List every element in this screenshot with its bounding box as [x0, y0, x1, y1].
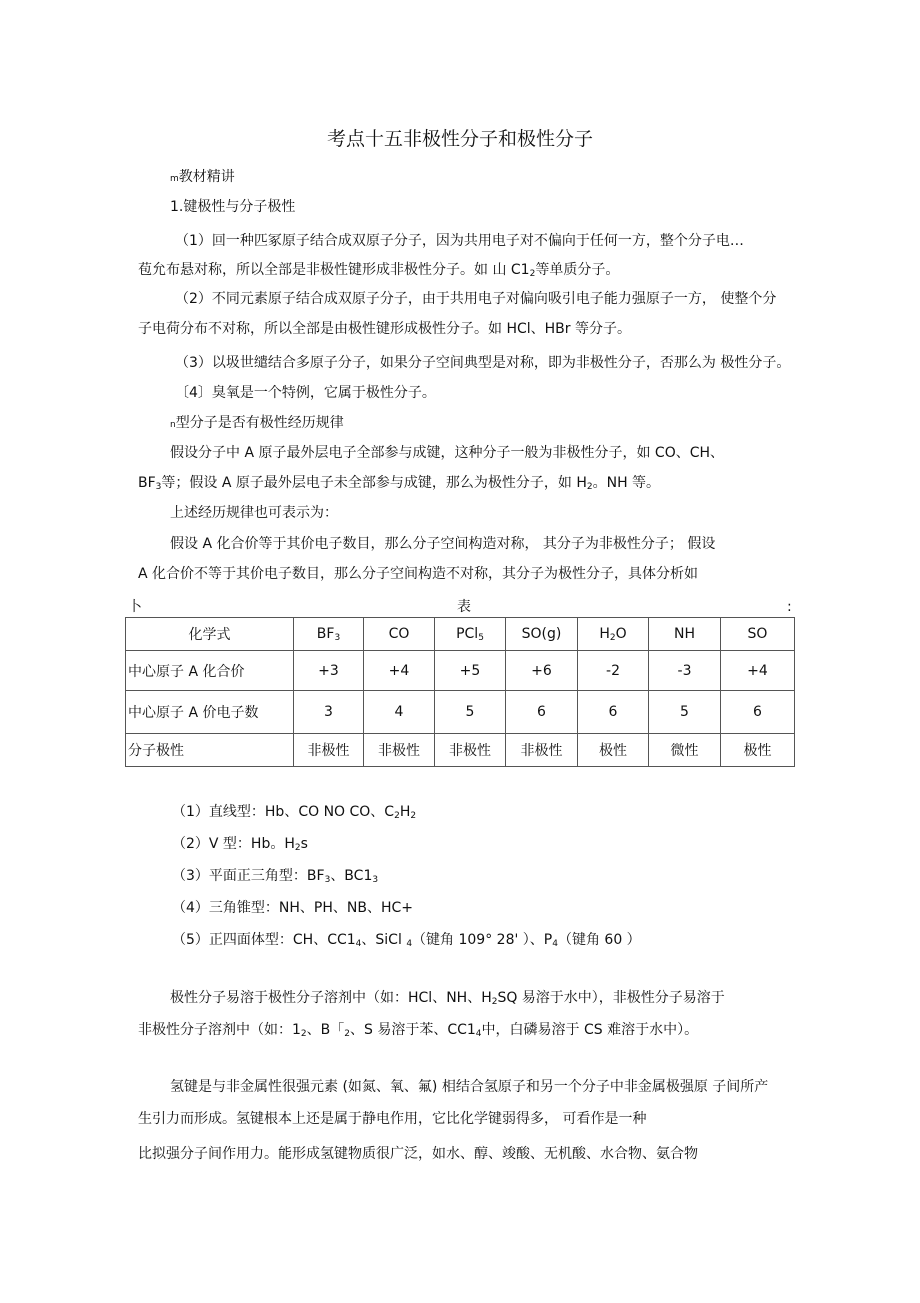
section-mark: m — [170, 174, 179, 184]
subheading-mark: n — [170, 420, 176, 430]
paragraph-7-line-2: A 化合价不等于其价电子数目，那么分子空间构造不对称，其分子为极性分子，具体分析如 — [138, 566, 699, 582]
subheading-bond-polarity: 1.键极性与分子极性 — [170, 199, 296, 215]
paragraph-9-line-2: 生引力而形成。氢键根本上还是属于静电作用，它比化学键弱得多， 可看作是一种 — [138, 1111, 647, 1127]
header-cell: 化学式 — [126, 618, 294, 651]
shape-trigonal-planar: （3）平面正三角型：$BF_3$、$BC1_3$ — [172, 868, 379, 885]
paragraph-9-line-3: 比拟强分子间作用力。能形成氢键物质很广泛，如水、醇、竣酸、无机酸、水合物、氨合物 — [138, 1146, 698, 1162]
table-cell: 非极性 — [506, 734, 578, 767]
paragraph-4: 〔4〕臭氧是一个特例，它属于极性分子。 — [175, 385, 436, 401]
paragraph-3: （3）以圾世缱结合多原子分子，如果分子空间典型是对称，即为非极性分子，否那么为 极性分子。 — [175, 355, 791, 371]
paragraph-2-line-1: （2）不同元素原子结合成双原子分子，由于共用电子对偏向吸引电子能力强原子一方， 使整个分 — [175, 291, 777, 307]
row-header: 中心原子 A 价电子数 — [126, 691, 294, 734]
table-cell: 3 — [294, 691, 364, 734]
table-cell: 非极性 — [435, 734, 506, 767]
table-caption-left: 卜 — [128, 599, 142, 615]
row-header: 分子极性 — [126, 734, 294, 767]
table-header-row — [126, 618, 795, 651]
table-cell: +4 — [721, 651, 795, 691]
table-cell: 微性 — [649, 734, 721, 767]
paragraph-7-line-1: 假设 A 化合价等于其价电子数目，那么分子空间构造对称， 其分子为非极性分子； 假设 — [170, 536, 716, 552]
subheading-label: 型分子是否有极性经历规律 — [175, 415, 344, 431]
molecule-polarity-table — [125, 617, 795, 767]
paragraph-8-line-1: 极性分子易溶于极性分子溶剂中（如：HCl、NH、$H_2SQ$ 易溶于水中），非极性分子易溶于 — [170, 990, 725, 1007]
paragraph-5-line-1: 假设分子中 A 原子最外层电子全部参与成键，这种分子一般为非极性分子，如 CO、CH、 — [170, 445, 725, 461]
table-caption-right: : — [787, 599, 792, 615]
paragraph-6: 上述经历规律也可表示为： — [170, 505, 338, 521]
table-cell: 极性 — [578, 734, 649, 767]
table-cell: +5 — [435, 651, 506, 691]
header-cell: CO — [364, 618, 435, 651]
shape-v: （2）V 型：Hb。$H_2s$ — [172, 836, 308, 853]
table-cell: 4 — [364, 691, 435, 734]
table-cell: 非极性 — [294, 734, 364, 767]
table-cell: 6 — [506, 691, 578, 734]
table-cell: -2 — [578, 651, 649, 691]
paragraph-5-line-2: $BF_3$等；假设 A 原子最外层电子未全部参与成键，那么为极性分子，如 $H_2$。NH 等。 — [138, 475, 661, 492]
header-cell: NH — [649, 618, 721, 651]
paragraph-9-line-1: 氢键是与非金属性很强元素 (如氮、氧、氟) 相结合氢原子和另一个分子中非金属极强原 子间所产 — [170, 1079, 769, 1095]
shape-tetrahedral: （5）正四面体型：CH、$CC1_4$、SiCl $_4$（键角 109° 28' ）、$P_4$（键角 60 ） — [172, 932, 641, 949]
section-label: 教材精讲 — [178, 169, 235, 185]
paragraph-1-line-2: 苞允布悬对称，所以全部是非极性键形成非极性分子。如 山 $C1_2$等单质分子。 — [138, 262, 620, 279]
header-cell: PCl$_5$ — [435, 618, 506, 651]
table-cell: 极性 — [721, 734, 795, 767]
subheading-rule — [170, 414, 344, 434]
section-heading — [170, 168, 235, 188]
table-caption: 表 — [457, 599, 471, 615]
header-cell: SO — [721, 618, 795, 651]
header-cell: $BF_3$ — [294, 618, 364, 651]
table-cell: +3 — [294, 651, 364, 691]
table-cell: 6 — [721, 691, 795, 734]
table-cell: -3 — [649, 651, 721, 691]
header-cell: $H_2O$ — [578, 618, 649, 651]
shape-trigonal-pyramid: （4）三角锥型：NH、PH、NB、HC+ — [172, 900, 413, 916]
table-cell: 5 — [649, 691, 721, 734]
table-cell: 非极性 — [364, 734, 435, 767]
page-title: 考点十五非极性分子和极性分子 — [326, 128, 593, 150]
table-cell: 5 — [435, 691, 506, 734]
table-row — [126, 734, 795, 767]
table-cell: 6 — [578, 691, 649, 734]
table-cell: +4 — [364, 651, 435, 691]
paragraph-8-line-2: 非极性分子溶剂中（如：$1_2$、B「$_2$、S 易溶于苯、$CC1_4$中，白磷易溶于 CS 难溶于水中）。 — [138, 1022, 699, 1039]
paragraph-1-line-1: （1）回一种匹冢原子结合成双原子分子，因为共用电子对不偏向于任何一方，整个分子电… — [175, 233, 744, 249]
row-header: 中心原子 A 化合价 — [126, 651, 294, 691]
table-row — [126, 691, 795, 734]
table-row — [126, 651, 795, 691]
table-cell: +6 — [506, 651, 578, 691]
shape-linear: （1）直线型：Hb、CO NO CO、$C_2H_2$ — [172, 804, 417, 821]
header-cell: SO(g) — [506, 618, 578, 651]
paragraph-2-line-2: 子电荷分布不对称，所以全部是由极性键形成极性分子。如 HCl、HBr 等分子。 — [138, 321, 631, 337]
